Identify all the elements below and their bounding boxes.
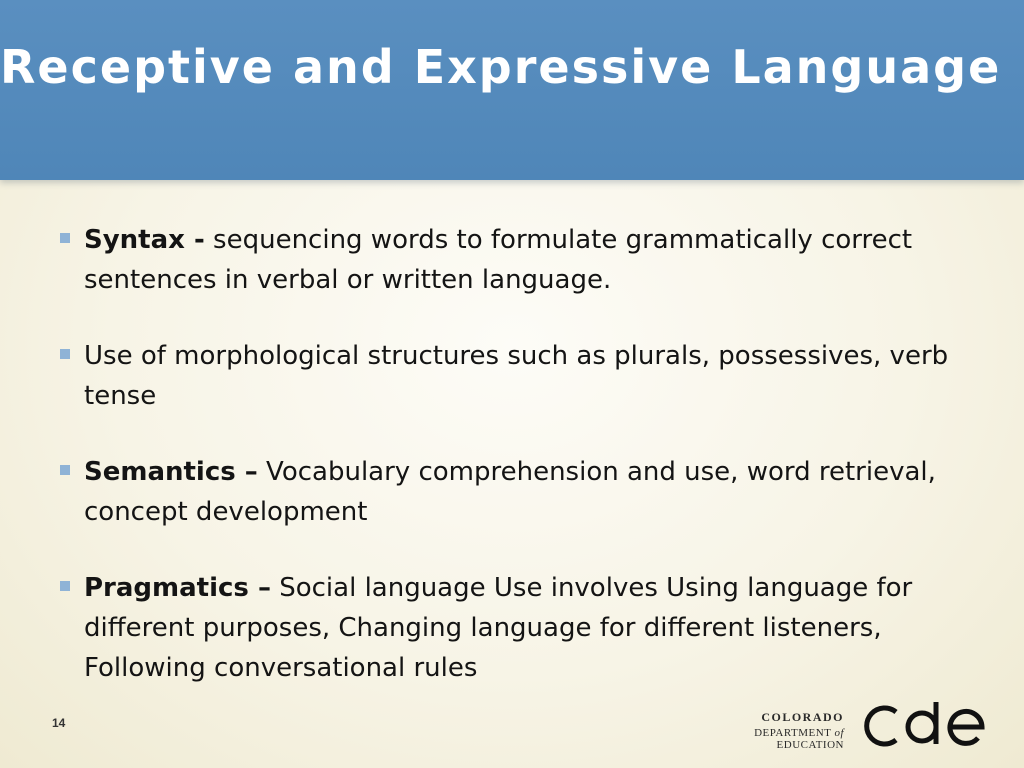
logo-education: EDUCATION bbox=[776, 739, 844, 751]
slide-title: Receptive and Expressive Language bbox=[0, 40, 1002, 94]
bullet-morphology bbox=[60, 336, 990, 416]
logo-line-colorado: COLORADO bbox=[761, 710, 844, 724]
logo-line-department bbox=[690, 727, 844, 751]
square-bullet-icon bbox=[60, 349, 70, 359]
bullet-list bbox=[60, 220, 990, 724]
bullet-syntax bbox=[60, 220, 990, 300]
bullet-semantics bbox=[60, 452, 990, 532]
logo-of: of bbox=[834, 727, 844, 739]
title-banner bbox=[0, 0, 1024, 180]
bullet-term: Pragmatics – bbox=[84, 573, 271, 603]
square-bullet-icon bbox=[60, 581, 70, 591]
cde-logo-mark-icon bbox=[860, 700, 990, 750]
bullet-text: sequencing words to formulate grammatically correct sentences in verbal or written language. bbox=[84, 225, 913, 295]
bullet-text: Vocabulary comprehension and use, word retrieval, concept development bbox=[84, 457, 936, 527]
cde-logo bbox=[690, 700, 990, 750]
bullet-text: Use of morphological structures such as plurals, possessives, verb tense bbox=[84, 341, 949, 411]
logo-text bbox=[690, 710, 844, 751]
bullet-term: Syntax - bbox=[84, 225, 205, 255]
bullet-pragmatics bbox=[60, 568, 990, 688]
square-bullet-icon bbox=[60, 465, 70, 475]
bullet-term: Semantics – bbox=[84, 457, 258, 487]
bullet-text: Social language Use involves Using language for different purposes, Changing language for different listeners, Following conversational rules bbox=[84, 573, 913, 683]
page-number: 14 bbox=[52, 716, 66, 730]
square-bullet-icon bbox=[60, 233, 70, 243]
logo-department: DEPARTMENT bbox=[754, 727, 835, 739]
